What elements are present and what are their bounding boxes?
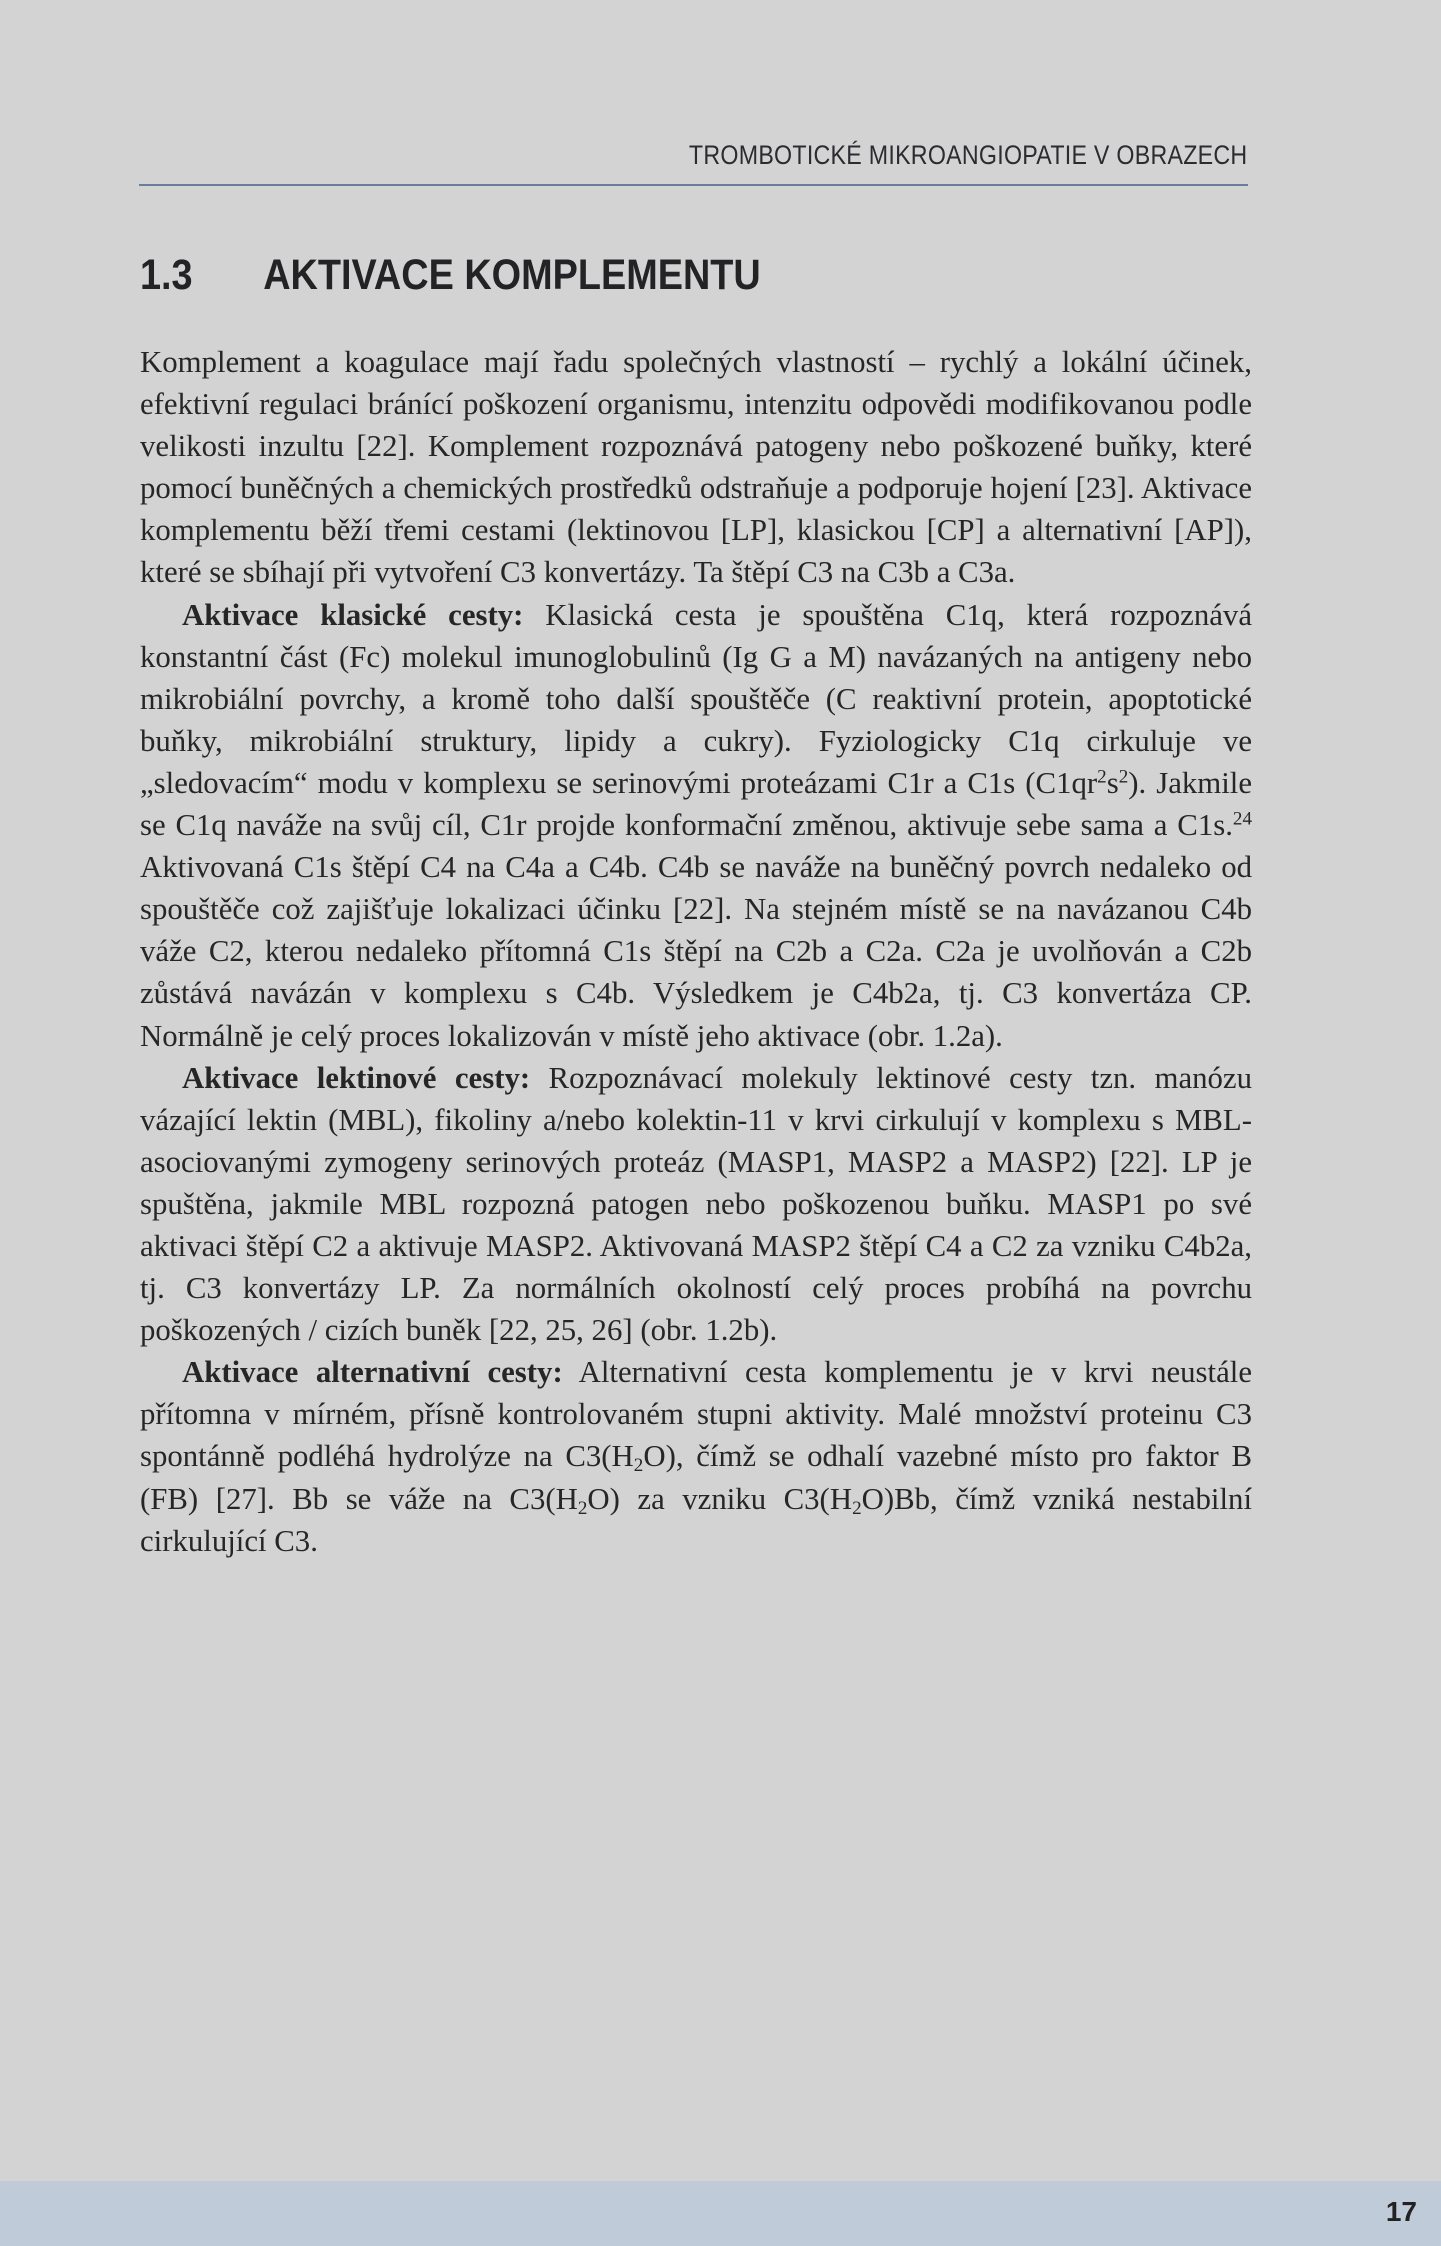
classical-text-c: ). Jakmile se C1q naváže na svůj cíl, C1r projde konformační změnou, aktivuje sebe sama a C1s. — [140, 765, 1252, 843]
lectin-pathway-paragraph — [140, 1057, 1252, 1352]
lectin-pathway-heading: Aktivace lektinové cesty: — [182, 1060, 531, 1095]
section-heading — [140, 251, 761, 300]
classical-pathway-heading: Aktivace klasické cesty: — [182, 597, 524, 632]
alternative-text-d: O)Bb, čímž vzniká nestabilní cirkulující C3. — [140, 1481, 1253, 1558]
lectin-text: Rozpoznávací molekuly lektinové cesty tzn. manózu vázající lektin (MBL), fikoliny a/nebo kolektin-11 v krvi cirkulují v komplexu s MBL-asociovanými zymogeny serinových proteáz (MASP1, MASP2 a MASP2) [22]. LP je spuštěna, jakmile MBL rozpozná patogen nebo poškozenou buňku. MASP1 po své aktivaci štěpí C2 a aktivuje MASP2. Aktivovaná MASP2 štěpí C4 a C2 za vzniku C4b2a, tj. C3 konvertázy LP. Za normálních okolností celý proces probíhá na povrchu poškozených / cizích buněk [22, 25, 26] (obr. 1.2b). — [140, 1060, 1252, 1348]
classical-pathway-paragraph — [140, 594, 1252, 1057]
header-rule — [139, 184, 1248, 186]
classical-text-b: s — [1106, 765, 1119, 800]
classical-ref-superscript: 24 — [1232, 808, 1252, 830]
body-text — [140, 341, 1252, 1562]
alternative-sub-2: 2 — [577, 1497, 588, 1519]
classical-sup-b: 2 — [1118, 766, 1129, 788]
footer-band — [0, 2181, 1441, 2246]
classical-text-a: Klasická cesta je spouštěna C1q, která rozpoznává konstantní část (Fc) molekul imunoglobulinů (Ig G a M) navázaných na antigeny nebo mikrobiální povrchy, a kromě toho další spouštěče (C reaktivní protein, apoptotické buňky, mikrobiální struktury, lipidy a cukry). Fyziologicky C1q cirkuluje ve „sledovacím“ modu v komplexu se serinovými proteázami C1r a C1s (C1qr — [140, 597, 1252, 800]
section-number: 1.3 — [140, 251, 193, 299]
classical-sup-a: 2 — [1097, 766, 1107, 788]
alternative-text-b: O), čímž se odhalí vazebné místo pro faktor B (FB) [27]. Bb se váže na C3(H — [140, 1439, 1252, 1516]
alternative-pathway-heading: Aktivace alternativní cesty: — [182, 1355, 563, 1390]
alternative-text-a: Alternativní cesta komplementu je v krvi neustále přítomna v mírném, přísně kontrolovaném stupni aktivity. Malé množství proteinu C3 spontánně podléhá hydrolýze na C3(H — [140, 1355, 1252, 1474]
classical-text-d: Aktivovaná C1s štěpí C4 na C4a a C4b. C4b se naváže na buněčný povrch nedaleko od spouštěče což zajišťuje lokalizaci účinku [22]. Na stejném místě se na navázanou C4b váže C2, kterou nedaleko přítomná C1s štěpí na C2b a C2a. C2a je uvolňován a C2b zůstává navázán v komplexu s C4b. Výsledkem je C4b2a, tj. C3 konvertáza CP. Normálně je celý proces lokalizován v místě jeho aktivace (obr. 1.2a). — [140, 850, 1252, 1053]
intro-paragraph: Komplement a koagulace mají řadu společných vlastností – rychlý a lokální účinek, efektivní regulaci bránící poškození organismu, intenzitu odpovědi modifikovanou podle velikosti inzultu [22]. Komplement rozpoznává patogeny nebo poškozené buňky, které pomocí buněčných a chemických prostředků odstraňuje a podporuje hojení [23]. Aktivace komplementu běží třemi cestami (lektinovou [LP], klasickou [CP] a alternativní [AP]), které se sbíhají při vytvoření C3 konvertázy. Ta štěpí C3 na C3b a C3a. — [140, 345, 1252, 590]
alternative-pathway-paragraph — [140, 1351, 1252, 1561]
alternative-sub-3: 2 — [852, 1497, 862, 1519]
page-number: 17 — [1385, 2196, 1417, 2227]
section-title: AKTIVACE KOMPLEMENTU — [263, 251, 761, 299]
alternative-sub-1: 2 — [633, 1455, 644, 1477]
alternative-text-c: O) za vzniku C3(H — [587, 1481, 853, 1516]
running-header: TROMBOTICKÉ MIKROANGIOPATIE V OBRAZECH — [688, 140, 1247, 170]
